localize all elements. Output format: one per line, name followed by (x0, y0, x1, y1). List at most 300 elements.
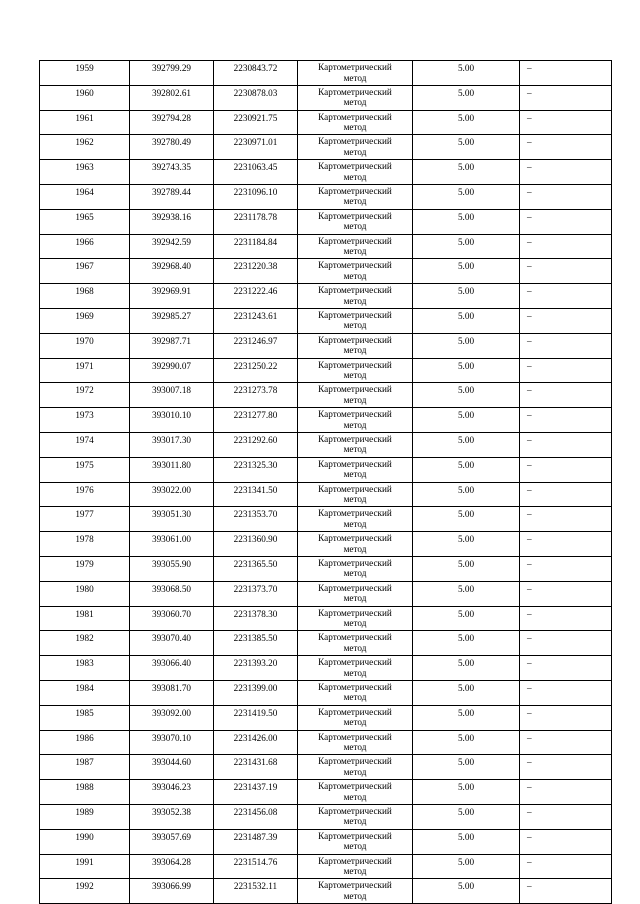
method-line2: метод (343, 667, 367, 678)
table-row (40, 879, 612, 904)
point-number: 1973 (40, 408, 130, 433)
coordinate-x: 393061.00 (130, 532, 214, 557)
method-line1: Картометрический (318, 855, 392, 866)
method-cell (298, 85, 413, 110)
coordinate-x: 393070.40 (130, 631, 214, 656)
table-row (40, 606, 612, 631)
coordinate-y: 2231220.38 (214, 259, 298, 284)
method-cell (298, 606, 413, 631)
accuracy-value: 5.00 (413, 457, 520, 482)
note-cell: – (520, 656, 612, 681)
point-number: 1983 (40, 656, 130, 681)
accuracy-value: 5.00 (413, 507, 520, 532)
note-cell: – (520, 259, 612, 284)
accuracy-value: 5.00 (413, 209, 520, 234)
coordinate-y: 2231426.00 (214, 730, 298, 755)
method-cell (298, 61, 413, 86)
coordinate-x: 392985.27 (130, 308, 214, 333)
table-row (40, 333, 612, 358)
coordinate-y: 2231222.46 (214, 284, 298, 309)
method-cell (298, 829, 413, 854)
method-line1: Картометрический (318, 781, 392, 792)
method-line1: Картометрический (318, 458, 392, 469)
table-row (40, 358, 612, 383)
method-line1: Картометрический (318, 210, 392, 221)
table-row (40, 110, 612, 135)
coordinate-y: 2231456.08 (214, 804, 298, 829)
point-number: 1991 (40, 854, 130, 879)
table-row (40, 308, 612, 333)
coordinate-y: 2231292.60 (214, 432, 298, 457)
coordinate-x: 393057.69 (130, 829, 214, 854)
coordinate-x: 392969.91 (130, 284, 214, 309)
method-line2: метод (343, 692, 367, 703)
coordinate-x: 392780.49 (130, 135, 214, 160)
method-line2: метод (343, 742, 367, 753)
accuracy-value: 5.00 (413, 383, 520, 408)
coordinate-x: 392942.59 (130, 234, 214, 259)
point-number: 1992 (40, 879, 130, 904)
method-cell (298, 234, 413, 259)
table-row (40, 259, 612, 284)
method-cell (298, 705, 413, 730)
note-cell: – (520, 408, 612, 433)
point-number: 1990 (40, 829, 130, 854)
table-row (40, 656, 612, 681)
method-line1: Картометрический (318, 433, 392, 444)
point-number: 1980 (40, 581, 130, 606)
method-line1: Картометрический (318, 756, 392, 767)
note-cell: – (520, 85, 612, 110)
point-number: 1976 (40, 482, 130, 507)
table-row (40, 829, 612, 854)
accuracy-value: 5.00 (413, 234, 520, 259)
method-line1: Картометрический (318, 483, 392, 494)
note-cell: – (520, 482, 612, 507)
note-cell: – (520, 829, 612, 854)
coordinate-x: 393007.18 (130, 383, 214, 408)
coordinate-y: 2231373.70 (214, 581, 298, 606)
coordinate-y: 2231178.78 (214, 209, 298, 234)
point-number: 1969 (40, 308, 130, 333)
method-line2: метод (343, 146, 367, 157)
coordinate-y: 2231431.68 (214, 755, 298, 780)
coordinate-x: 393044.60 (130, 755, 214, 780)
coordinate-x: 393051.30 (130, 507, 214, 532)
note-cell: – (520, 705, 612, 730)
coordinate-x: 393022.00 (130, 482, 214, 507)
method-line2: метод (343, 345, 367, 356)
point-number: 1959 (40, 61, 130, 86)
table-row (40, 284, 612, 309)
point-number: 1968 (40, 284, 130, 309)
point-number: 1963 (40, 160, 130, 185)
method-line2: метод (343, 518, 367, 529)
coordinate-y: 2231399.00 (214, 680, 298, 705)
coordinate-x: 393066.99 (130, 879, 214, 904)
note-cell: – (520, 606, 612, 631)
method-cell (298, 284, 413, 309)
coordinate-x: 392743.35 (130, 160, 214, 185)
method-line2: метод (343, 246, 367, 257)
note-cell: – (520, 854, 612, 879)
method-line1: Картометрический (318, 111, 392, 122)
note-cell: – (520, 532, 612, 557)
accuracy-value: 5.00 (413, 432, 520, 457)
coordinate-y: 2231353.70 (214, 507, 298, 532)
table-row (40, 234, 612, 259)
method-line2: метод (343, 295, 367, 306)
coordinate-y: 2231250.22 (214, 358, 298, 383)
method-cell (298, 680, 413, 705)
method-line1: Картометрический (318, 161, 392, 172)
method-line2: метод (343, 841, 367, 852)
accuracy-value: 5.00 (413, 61, 520, 86)
method-line2: метод (343, 890, 367, 901)
method-line1: Картометрический (318, 607, 392, 618)
table-row (40, 755, 612, 780)
method-cell (298, 804, 413, 829)
method-line1: Картометрический (318, 681, 392, 692)
method-cell (298, 854, 413, 879)
accuracy-value: 5.00 (413, 581, 520, 606)
table-row (40, 680, 612, 705)
coordinate-y: 2231378.30 (214, 606, 298, 631)
coordinate-y: 2231063.45 (214, 160, 298, 185)
note-cell: – (520, 804, 612, 829)
note-cell: – (520, 432, 612, 457)
method-cell (298, 209, 413, 234)
table-row (40, 780, 612, 805)
point-number: 1960 (40, 85, 130, 110)
accuracy-value: 5.00 (413, 85, 520, 110)
coordinate-x: 393060.70 (130, 606, 214, 631)
point-number: 1967 (40, 259, 130, 284)
method-cell (298, 110, 413, 135)
method-cell (298, 581, 413, 606)
coordinates-table (39, 60, 612, 904)
coordinate-y: 2231184.84 (214, 234, 298, 259)
table-row (40, 61, 612, 86)
accuracy-value: 5.00 (413, 532, 520, 557)
table-row (40, 408, 612, 433)
method-cell (298, 532, 413, 557)
coordinate-y: 2231243.61 (214, 308, 298, 333)
note-cell: – (520, 160, 612, 185)
coordinate-y: 2231514.76 (214, 854, 298, 879)
accuracy-value: 5.00 (413, 656, 520, 681)
point-number: 1964 (40, 184, 130, 209)
method-line2: метод (343, 593, 367, 604)
coordinate-y: 2230921.75 (214, 110, 298, 135)
method-cell (298, 656, 413, 681)
coordinate-x: 393052.38 (130, 804, 214, 829)
method-cell (298, 408, 413, 433)
note-cell: – (520, 234, 612, 259)
point-number: 1970 (40, 333, 130, 358)
accuracy-value: 5.00 (413, 135, 520, 160)
method-line1: Картометрический (318, 731, 392, 742)
coordinate-y: 2231325.30 (214, 457, 298, 482)
accuracy-value: 5.00 (413, 755, 520, 780)
coordinate-x: 392990.07 (130, 358, 214, 383)
accuracy-value: 5.00 (413, 705, 520, 730)
coordinate-x: 393068.50 (130, 581, 214, 606)
method-cell (298, 308, 413, 333)
accuracy-value: 5.00 (413, 284, 520, 309)
method-line1: Картометрический (318, 657, 392, 668)
coordinate-y: 2230971.01 (214, 135, 298, 160)
coordinate-y: 2231532.11 (214, 879, 298, 904)
note-cell: – (520, 581, 612, 606)
method-line2: метод (343, 320, 367, 331)
point-number: 1981 (40, 606, 130, 631)
method-line1: Картометрический (318, 880, 392, 891)
point-number: 1986 (40, 730, 130, 755)
method-line2: метод (343, 270, 367, 281)
note-cell: – (520, 358, 612, 383)
table-row (40, 85, 612, 110)
method-line1: Картометрический (318, 359, 392, 370)
method-line1: Картометрический (318, 557, 392, 568)
method-line2: метод (343, 171, 367, 182)
accuracy-value: 5.00 (413, 631, 520, 656)
accuracy-value: 5.00 (413, 854, 520, 879)
note-cell: – (520, 383, 612, 408)
point-number: 1982 (40, 631, 130, 656)
method-line2: метод (343, 394, 367, 405)
accuracy-value: 5.00 (413, 556, 520, 581)
accuracy-value: 5.00 (413, 879, 520, 904)
accuracy-value: 5.00 (413, 358, 520, 383)
method-line1: Картометрический (318, 508, 392, 519)
note-cell: – (520, 457, 612, 482)
method-line2: метод (343, 642, 367, 653)
accuracy-value: 5.00 (413, 730, 520, 755)
method-cell (298, 457, 413, 482)
method-cell (298, 631, 413, 656)
note-cell: – (520, 135, 612, 160)
coordinate-y: 2230878.03 (214, 85, 298, 110)
method-line2: метод (343, 766, 367, 777)
method-line2: метод (343, 494, 367, 505)
accuracy-value: 5.00 (413, 184, 520, 209)
coordinate-x: 393070.10 (130, 730, 214, 755)
method-cell (298, 730, 413, 755)
method-cell (298, 184, 413, 209)
method-line1: Картометрический (318, 582, 392, 593)
method-line1: Картометрический (318, 632, 392, 643)
coordinate-x: 393055.90 (130, 556, 214, 581)
method-cell (298, 432, 413, 457)
method-line1: Картометрический (318, 62, 392, 72)
coordinate-x: 392938.16 (130, 209, 214, 234)
table-row (40, 804, 612, 829)
note-cell: – (520, 780, 612, 805)
point-number: 1965 (40, 209, 130, 234)
method-line2: метод (343, 419, 367, 430)
method-line2: метод (343, 72, 367, 83)
point-number: 1977 (40, 507, 130, 532)
point-number: 1974 (40, 432, 130, 457)
coordinate-x: 393064.28 (130, 854, 214, 879)
point-number: 1979 (40, 556, 130, 581)
method-cell (298, 556, 413, 581)
method-line2: метод (343, 543, 367, 554)
method-cell (298, 507, 413, 532)
method-line2: метод (343, 469, 367, 480)
point-number: 1978 (40, 532, 130, 557)
accuracy-value: 5.00 (413, 160, 520, 185)
method-line1: Картометрический (318, 136, 392, 147)
point-number: 1961 (40, 110, 130, 135)
accuracy-value: 5.00 (413, 110, 520, 135)
coordinate-x: 393010.10 (130, 408, 214, 433)
coordinate-y: 2231487.39 (214, 829, 298, 854)
method-cell (298, 755, 413, 780)
coordinate-y: 2231096.10 (214, 184, 298, 209)
table-row (40, 457, 612, 482)
accuracy-value: 5.00 (413, 829, 520, 854)
table-row (40, 432, 612, 457)
method-cell (298, 482, 413, 507)
note-cell: – (520, 308, 612, 333)
table-row (40, 507, 612, 532)
note-cell: – (520, 730, 612, 755)
coordinate-x: 393017.30 (130, 432, 214, 457)
table-row (40, 705, 612, 730)
table-row (40, 135, 612, 160)
method-cell (298, 358, 413, 383)
note-cell: – (520, 333, 612, 358)
table-row (40, 160, 612, 185)
method-cell (298, 780, 413, 805)
coordinate-x: 392987.71 (130, 333, 214, 358)
coordinate-y: 2231341.50 (214, 482, 298, 507)
method-cell (298, 333, 413, 358)
method-line2: метод (343, 568, 367, 579)
method-line2: метод (343, 196, 367, 207)
method-line2: метод (343, 221, 367, 232)
method-line2: метод (343, 97, 367, 108)
point-number: 1972 (40, 383, 130, 408)
coordinate-y: 2231385.50 (214, 631, 298, 656)
coordinate-x: 393092.00 (130, 705, 214, 730)
method-cell (298, 879, 413, 904)
method-line2: метод (343, 444, 367, 455)
note-cell: – (520, 879, 612, 904)
method-line1: Картометрический (318, 706, 392, 717)
coordinate-x: 393066.40 (130, 656, 214, 681)
coordinate-y: 2231273.78 (214, 383, 298, 408)
coordinate-x: 392794.28 (130, 110, 214, 135)
method-cell (298, 135, 413, 160)
coordinates-table-body (40, 61, 612, 904)
table-row (40, 184, 612, 209)
point-number: 1988 (40, 780, 130, 805)
table-row (40, 383, 612, 408)
accuracy-value: 5.00 (413, 308, 520, 333)
note-cell: – (520, 556, 612, 581)
method-line1: Картометрический (318, 533, 392, 544)
note-cell: – (520, 209, 612, 234)
table-row (40, 482, 612, 507)
method-line2: метод (343, 791, 367, 802)
coordinate-x: 392968.40 (130, 259, 214, 284)
accuracy-value: 5.00 (413, 408, 520, 433)
accuracy-value: 5.00 (413, 780, 520, 805)
coordinate-x: 393011.80 (130, 457, 214, 482)
method-line1: Картометрический (318, 285, 392, 296)
method-line1: Картометрический (318, 309, 392, 320)
note-cell: – (520, 680, 612, 705)
method-line2: метод (343, 866, 367, 876)
method-line1: Картометрический (318, 384, 392, 395)
method-line2: метод (343, 122, 367, 133)
coordinate-y: 2231365.50 (214, 556, 298, 581)
method-line1: Картометрический (318, 334, 392, 345)
point-number: 1962 (40, 135, 130, 160)
accuracy-value: 5.00 (413, 606, 520, 631)
table-row (40, 209, 612, 234)
note-cell: – (520, 184, 612, 209)
note-cell: – (520, 284, 612, 309)
point-number: 1975 (40, 457, 130, 482)
note-cell: – (520, 507, 612, 532)
coordinate-y: 2231437.19 (214, 780, 298, 805)
point-number: 1971 (40, 358, 130, 383)
table-row (40, 581, 612, 606)
point-number: 1987 (40, 755, 130, 780)
coordinate-y: 2230843.72 (214, 61, 298, 86)
coordinate-x: 392802.61 (130, 85, 214, 110)
coordinate-y: 2231277.80 (214, 408, 298, 433)
note-cell: – (520, 755, 612, 780)
method-cell (298, 160, 413, 185)
coordinate-y: 2231360.90 (214, 532, 298, 557)
table-row (40, 556, 612, 581)
accuracy-value: 5.00 (413, 482, 520, 507)
method-line1: Картометрический (318, 86, 392, 97)
method-line2: метод (343, 717, 367, 728)
method-line1: Картометрический (318, 260, 392, 271)
accuracy-value: 5.00 (413, 259, 520, 284)
coordinate-x: 392789.44 (130, 184, 214, 209)
coordinate-y: 2231419.50 (214, 705, 298, 730)
point-number: 1984 (40, 680, 130, 705)
note-cell: – (520, 110, 612, 135)
point-number: 1989 (40, 804, 130, 829)
note-cell: – (520, 61, 612, 86)
method-line2: метод (343, 370, 367, 381)
coordinate-x: 392799.29 (130, 61, 214, 86)
coordinate-y: 2231393.20 (214, 656, 298, 681)
method-line1: Картометрический (318, 409, 392, 420)
coordinate-x: 393046.23 (130, 780, 214, 805)
method-line1: Картометрический (318, 235, 392, 246)
method-line2: метод (343, 816, 367, 827)
table-row (40, 631, 612, 656)
method-cell (298, 259, 413, 284)
method-line2: метод (343, 618, 367, 629)
method-line1: Картометрический (318, 805, 392, 816)
coordinate-y: 2231246.97 (214, 333, 298, 358)
accuracy-value: 5.00 (413, 333, 520, 358)
table-row (40, 854, 612, 879)
coordinate-x: 393081.70 (130, 680, 214, 705)
method-line1: Картометрический (318, 830, 392, 841)
accuracy-value: 5.00 (413, 680, 520, 705)
